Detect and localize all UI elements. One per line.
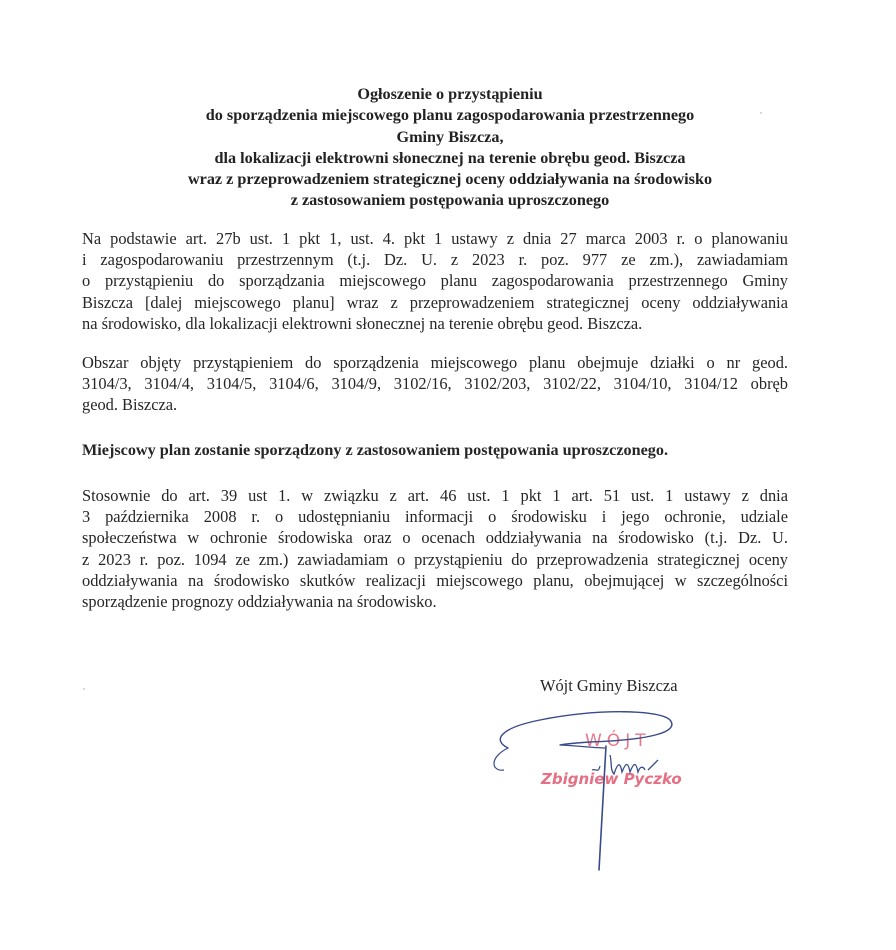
text-line: sporządzenie prognozy oddziaływania na środowisko. <box>82 592 437 612</box>
text-line: Biszcza [dalej miejscowego planu] wraz z przeprowadzeniem strategicznej oceny oddziaływania <box>82 292 788 312</box>
text-line: Obszar objęty przystąpieniem do sporządzenia miejscowego planu obejmuje działki o nr geod. <box>82 353 788 372</box>
scan-speck <box>760 112 762 114</box>
title-line: do sporządzenia miejscowego planu zagospodarowania przestrzennego <box>205 106 695 125</box>
text-line: społeczeństwa w ochronie środowiska oraz o ocenach oddziaływania na środowisko (t.j. Dz. U. <box>82 528 788 548</box>
title-line: Gminy Biszcza, <box>396 127 504 146</box>
legal-basis-paragraph <box>82 228 788 334</box>
text-line: Na podstawie art. 27b ust. 1 pkt 1, ust. 4. pkt 1 ustawy z dnia 27 marca 2003 r. o planowaniu <box>82 229 788 248</box>
stamp-heading: WÓJT <box>585 731 651 751</box>
text-line: geod. Biszcza. <box>82 395 178 415</box>
document-title <box>80 84 820 212</box>
text-line: 3 października 2008 r. o udostępnianiu informacji o środowisku i jego ochronie, udziale <box>82 507 788 527</box>
title-line: Ogłoszenie o przystąpieniu <box>357 85 543 103</box>
text-line: Stosownie do art. 39 ust 1. w związku z art. 46 ust. 1 pkt 1 art. 51 ust. 1 ustawy z dnia <box>82 486 788 505</box>
text-line: oddziaływania na środowisko skutków realizacji miejscowego planu, obejmującej w szczególności <box>82 570 788 590</box>
text-line: na środowisko, dla lokalizacji elektrowni słonecznej na terenie obrębu geod. Biszcza. <box>82 313 643 333</box>
stamp-name: Zbigniew Pyczko <box>541 770 682 788</box>
text-line: z 2023 r. poz. 1094 ze zm.) zawiadamiam o przystąpieniu do przeprowadzenia strategicznej oceny <box>82 549 788 569</box>
text-line: i zagospodarowaniu przestrzennym (t.j. Dz. U. z 2023 r. poz. 977 ze zm.), zawiadamiam <box>82 250 788 270</box>
area-paragraph <box>82 352 788 416</box>
procedure-note: Miejscowy plan zostanie sporządzony z zastosowaniem postępowania uproszczonego. <box>82 441 669 459</box>
handwritten-signature <box>480 700 740 920</box>
text-line: 3104/3, 3104/4, 3104/5, 3104/6, 3104/9, 3102/16, 3102/203, 3102/22, 3104/10, 3104/12 obręb <box>82 374 788 394</box>
title-line: z zastosowaniem postępowania uproszczonego <box>290 191 610 210</box>
environmental-paragraph <box>82 485 788 612</box>
title-line: wraz z przeprowadzeniem strategicznej oceny oddziaływania na środowisko <box>187 170 713 189</box>
signatory-title: Wójt Gminy Biszcza <box>540 676 678 695</box>
scan-speck <box>83 688 85 690</box>
signature-stroke-icon <box>480 700 740 920</box>
title-line: dla lokalizacji elektrowni słonecznej na terenie obrębu geod. Biszcza <box>214 148 686 167</box>
text-line: o przystąpieniu do sporządzania miejscowego planu zagospodarowania przestrzennego Gminy <box>82 271 788 291</box>
